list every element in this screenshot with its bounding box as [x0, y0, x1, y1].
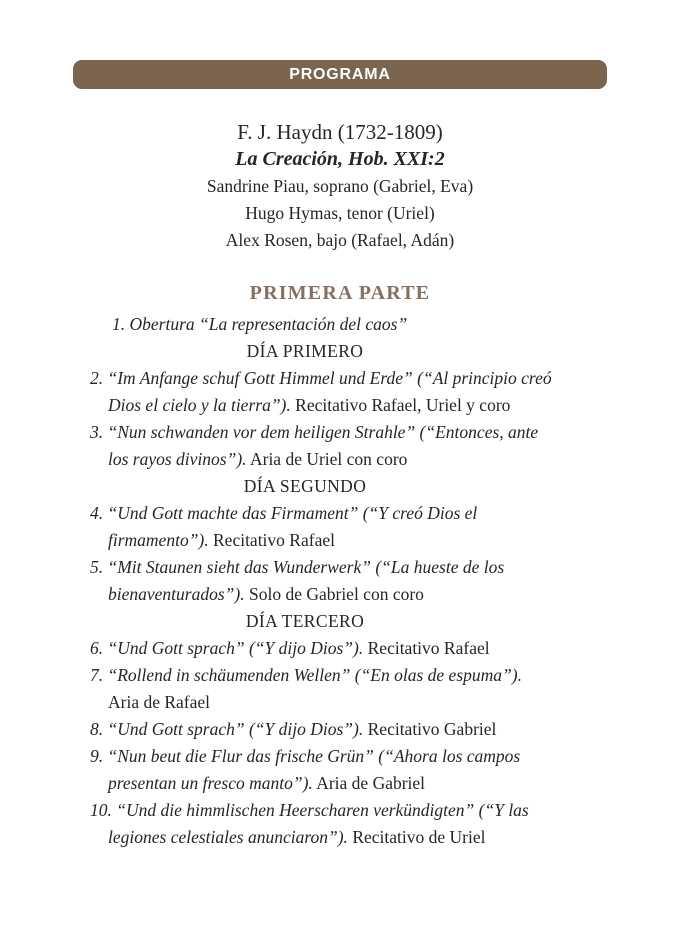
item-text-italic: 5. “Mit Staunen sieht das Wunderwerk” (“La hueste de los: [90, 557, 505, 577]
item-text-roman: Recitativo Rafael: [363, 638, 490, 658]
item-text-italic: Dios el cielo y la tierra”).: [108, 395, 291, 415]
program-item-line: [112, 311, 570, 338]
item-text-italic: firmamento”).: [108, 530, 209, 550]
program-item-continuation-line: [90, 581, 570, 608]
item-text-roman: Recitativo Rafael: [208, 530, 335, 550]
item-text-italic: 4. “Und Gott machte das Firmament” (“Y creó Dios el: [90, 503, 478, 523]
day-heading: DÍA TERCERO: [245, 611, 365, 631]
composer-line: F. J. Haydn (1732-1809): [237, 120, 443, 144]
program-item: [40, 554, 570, 608]
program-item-line: [90, 797, 570, 824]
section-title-primera-parte: PRIMERA PARTE: [249, 282, 431, 304]
title-block: [0, 119, 680, 254]
program-item-line: [90, 716, 570, 743]
program-list: [40, 311, 570, 851]
item-text-roman: Solo de Gabriel con coro: [244, 584, 424, 604]
programa-banner: [73, 60, 607, 89]
item-text-roman: Recitativo Gabriel: [363, 719, 497, 739]
item-text-italic: los rayos divinos”).: [108, 449, 247, 469]
program-item-line: [90, 419, 570, 446]
program-item-continuation-line: [90, 770, 570, 797]
programa-banner-label: PROGRAMA: [289, 65, 391, 83]
item-text-italic: 2. “Im Anfange schuf Gott Himmel und Erde” (“Al principio creó: [90, 368, 552, 388]
item-text-italic: 1. Obertura “La representación del caos”: [112, 314, 408, 334]
program-item: [40, 743, 570, 797]
item-text-roman: Aria de Rafael: [108, 692, 211, 712]
item-text-italic: 3. “Nun schwanden vor dem heiligen Strahle” (“Entonces, ante: [90, 422, 539, 442]
item-text-italic: 8. “Und Gott sprach” (“Y dijo Dios”).: [90, 719, 364, 739]
item-text-italic: presentan un fresco manto”).: [108, 773, 313, 793]
item-text-roman: Recitativo de Uriel: [347, 827, 486, 847]
item-text-italic: 10. “Und die himmlischen Heerscharen verkündigten” (“Y las: [90, 800, 529, 820]
program-item-line: [90, 635, 570, 662]
item-text-italic: 6. “Und Gott sprach” (“Y dijo Dios”).: [90, 638, 364, 658]
item-text-italic: legiones celestiales anunciaron”).: [108, 827, 348, 847]
item-text-italic: 9. “Nun beut die Flur das frische Grün” (“Ahora los campos: [90, 746, 521, 766]
program-item-continuation-line: [90, 392, 570, 419]
performer-tenor: Hugo Hymas, tenor (Uriel): [245, 203, 435, 223]
program-item: [40, 311, 570, 338]
program-item-continuation-line: [90, 527, 570, 554]
program-item: [40, 662, 570, 716]
work-title: La Creación, Hob. XXI:2: [235, 148, 445, 170]
item-text-roman: Aria de Uriel con coro: [246, 449, 408, 469]
performer-bass: Alex Rosen, bajo (Rafael, Adán): [225, 230, 455, 250]
day-heading: DÍA SEGUNDO: [243, 476, 367, 496]
item-text-italic: bienaventurados”).: [108, 584, 245, 604]
program-item-line: [90, 554, 570, 581]
program-item-line: [90, 365, 570, 392]
program-item: [40, 365, 570, 419]
item-text-roman: Aria de Gabriel: [312, 773, 426, 793]
program-item-line: [90, 500, 570, 527]
program-item: [40, 419, 570, 473]
program-item: [40, 797, 570, 851]
program-item-continuation-line: [90, 446, 570, 473]
program-item-continuation-line: [90, 689, 570, 716]
program-item-continuation-line: [90, 824, 570, 851]
performer-soprano: Sandrine Piau, soprano (Gabriel, Eva): [206, 176, 474, 196]
day-heading: DÍA PRIMERO: [246, 341, 364, 361]
program-item: [40, 716, 570, 743]
program-item-line: [90, 743, 570, 770]
item-text-italic: 7. “Rollend in schäumenden Wellen” (“En olas de espuma”).: [90, 665, 522, 685]
program-item-line: [90, 662, 570, 689]
program-item: [40, 635, 570, 662]
program-item: [40, 500, 570, 554]
item-text-roman: Recitativo Rafael, Uriel y coro: [290, 395, 511, 415]
